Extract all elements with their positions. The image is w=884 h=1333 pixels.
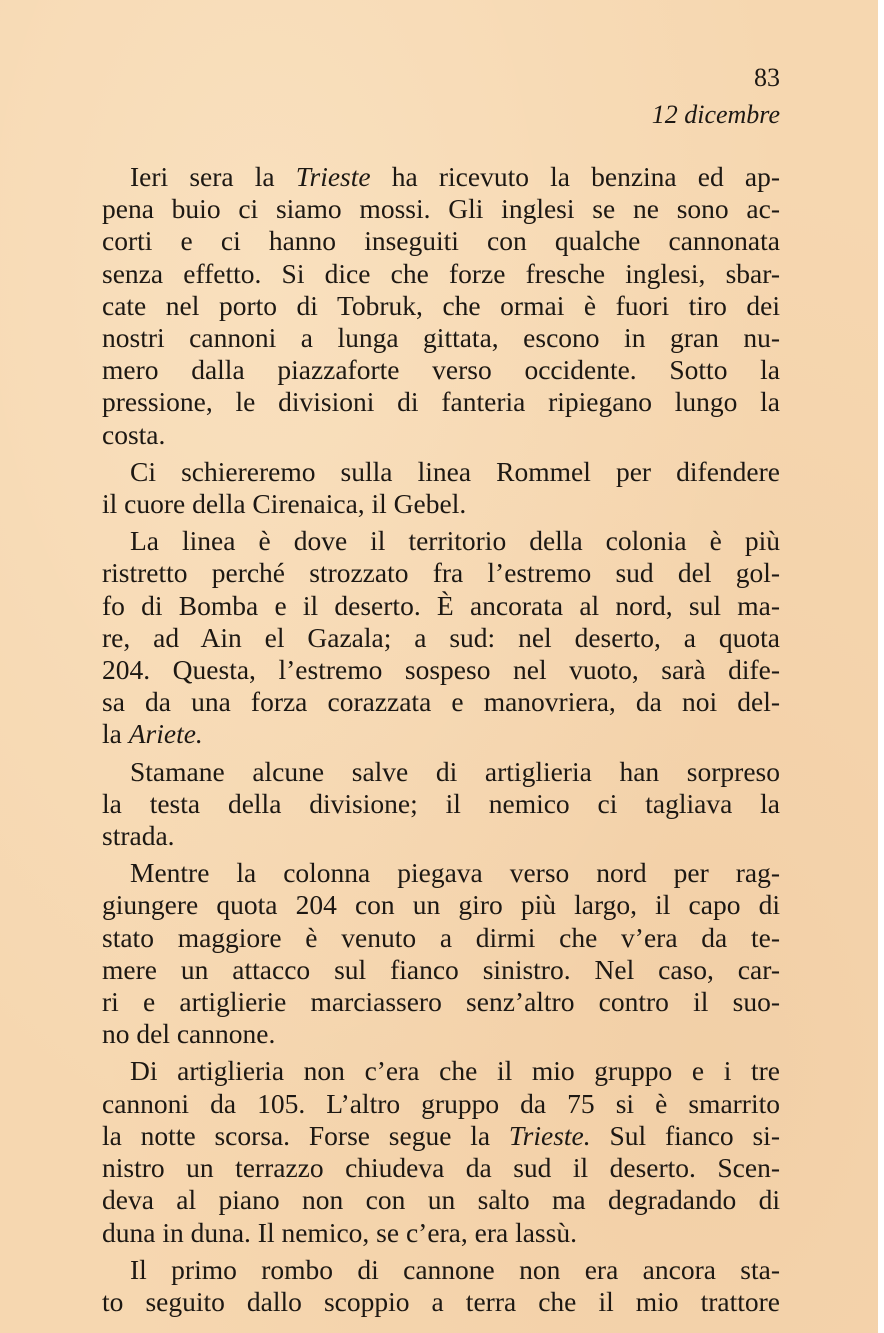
- text-run: fo di Bomba e il deserto. È ancorata al nord, sul ma-: [102, 589, 780, 621]
- text-line: [102, 488, 780, 520]
- text-line: [102, 161, 780, 193]
- text-run: duna in duna. Il nemico, se c’era, era lassù.: [102, 1216, 577, 1248]
- text-line: [102, 557, 780, 589]
- italic-text-run: Ariete.: [128, 718, 203, 750]
- text-run: strada.: [102, 820, 175, 852]
- paragraph: [102, 1055, 780, 1248]
- text-line: [102, 756, 780, 788]
- text-run: senza effetto. Si dice che forze fresche inglesi, sbar-: [102, 257, 780, 289]
- text-line: [102, 1217, 780, 1249]
- text-run: corti e ci hanno inseguiti con qualche cannonata: [102, 225, 780, 257]
- text-run: stato maggiore è venuto a dirmi che v’era da te-: [102, 921, 780, 953]
- paragraph: [102, 525, 780, 750]
- text-line: [102, 922, 780, 954]
- text-line: [102, 622, 780, 654]
- text-line: [102, 954, 780, 986]
- text-line: [102, 1184, 780, 1216]
- text-line: [102, 1254, 780, 1286]
- text-run: il cuore della Cirenaica, il Gebel.: [102, 488, 467, 520]
- paragraph: [102, 161, 780, 451]
- text-run: cannoni da 105. L’altro gruppo da 75 si è smarrito: [102, 1087, 780, 1119]
- text-line: [102, 193, 780, 225]
- text-run: cate nel porto di Tobruk, che ormai è fuori tiro dei: [102, 289, 780, 321]
- body-text: [102, 161, 780, 1323]
- text-run: sa da una forza corazzata e manovriera, da noi del-: [102, 686, 780, 718]
- text-line: [102, 788, 780, 820]
- paragraph: [102, 756, 780, 853]
- text-line: [102, 322, 780, 354]
- text-run: ri e artiglierie marciassero senz’altro contro il suo-: [102, 986, 780, 1018]
- text-line: [102, 1018, 780, 1050]
- text-line: [102, 456, 780, 488]
- text-run: la notte scorsa. Forse segue la: [102, 1119, 509, 1151]
- text-line: [102, 590, 780, 622]
- text-run: no del cannone.: [102, 1018, 276, 1050]
- paragraph: [102, 857, 780, 1050]
- text-line: [102, 686, 780, 718]
- text-run: pressione, le divisioni di fanteria ripiegano lungo la: [102, 386, 780, 418]
- text-line: [102, 386, 780, 418]
- text-run: ha ricevuto la benzina ed ap-: [370, 161, 780, 192]
- text-run: Di artiglieria non c’era che il mio gruppo e i tre: [130, 1055, 780, 1087]
- text-run: la testa della divisione; il nemico ci tagliava la: [102, 787, 780, 819]
- italic-text-run: Trieste: [295, 161, 371, 192]
- text-line: [102, 354, 780, 386]
- text-run: Il primo rombo di cannone non era ancora sta-: [130, 1253, 780, 1285]
- text-line: [102, 258, 780, 290]
- text-run: re, ad Ain el Gazala; a sud: nel deserto, a quota: [102, 621, 780, 653]
- text-run: ristretto perché strozzato fra l’estremo sud del gol-: [102, 557, 780, 589]
- date-heading: 12 dicembre: [651, 100, 780, 129]
- text-line: [102, 889, 780, 921]
- text-run: Sul fianco si-: [590, 1119, 780, 1151]
- text-run: Ci schiereremo sulla linea Rommel per difendere: [130, 455, 780, 487]
- paragraph: [102, 456, 780, 520]
- text-line: [102, 419, 780, 451]
- text-line: [102, 225, 780, 257]
- text-line: [102, 1088, 780, 1120]
- page-number: 83: [754, 63, 780, 92]
- italic-text-run: Trieste.: [508, 1119, 591, 1151]
- text-line: [102, 1152, 780, 1184]
- text-run: giungere quota 204 con un giro più largo, il capo di: [102, 889, 780, 921]
- text-run: la: [102, 718, 129, 750]
- text-run: to seguito dallo scoppio a terra che il mio trattore: [102, 1285, 780, 1317]
- text-run: nistro un terrazzo chiudeva da sud il deserto. Scen-: [102, 1152, 780, 1184]
- paragraph: [102, 1254, 780, 1318]
- text-run: Stamane alcune salve di artiglieria han sorpreso: [130, 755, 780, 787]
- text-line: [102, 857, 780, 889]
- text-run: pena buio ci siamo mossi. Gli inglesi se ne sono ac-: [102, 193, 780, 225]
- text-run: nostri cannoni a lunga gittata, escono in gran nu-: [102, 322, 780, 354]
- page-edge: [878, 0, 884, 1333]
- text-line: [102, 525, 780, 557]
- text-run: 204. Questa, l’estremo sospeso nel vuoto, sarà dife-: [102, 654, 780, 686]
- text-run: Ieri sera la: [130, 161, 296, 192]
- text-run: deva al piano non con un salto ma degradando di: [102, 1184, 780, 1216]
- text-run: costa.: [102, 418, 166, 450]
- text-line: [102, 1055, 780, 1087]
- text-line: [102, 820, 780, 852]
- text-run: mere un attacco sul fianco sinistro. Nel caso, car-: [102, 953, 780, 985]
- text-line: [102, 986, 780, 1018]
- text-line: [102, 290, 780, 322]
- text-run: La linea è dove il territorio della colonia è più: [130, 525, 780, 557]
- text-run: mero dalla piazzaforte verso occidente. Sotto la: [102, 354, 780, 386]
- text-line: [102, 718, 780, 750]
- text-line: [102, 1286, 780, 1318]
- text-line: [102, 1120, 780, 1152]
- text-line: [102, 654, 780, 686]
- text-run: Mentre la colonna piegava verso nord per rag-: [130, 857, 780, 889]
